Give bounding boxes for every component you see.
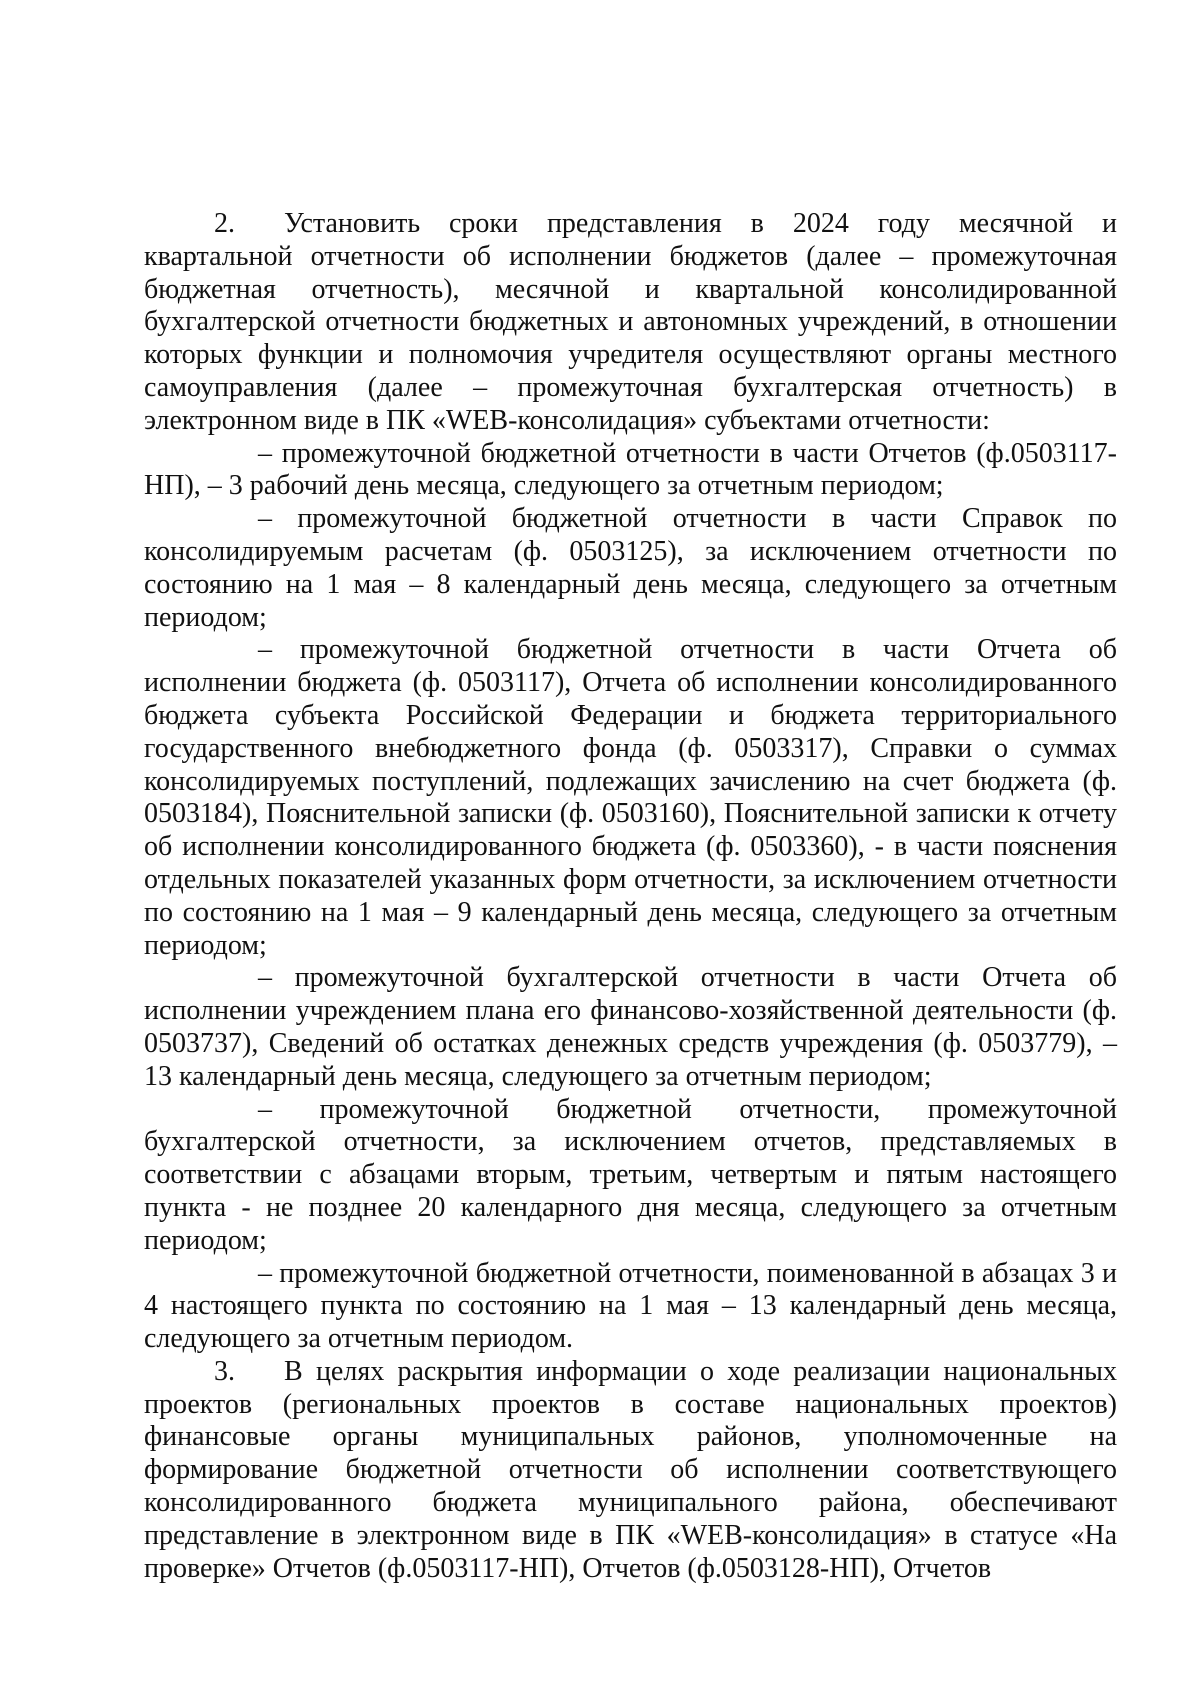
paragraph-item-3: 3. В целях раскрытия информации о ходе реализации национальных проектов (региональных проектов в составе национальных проектов) финансовые органы муниципальных районов, уполномоченные на формирование бюджетной отчетности об исполнении соответствующего консолидированного бюджета муниципального района, обеспечивают представление в электронном виде в ПК «WEB-консолидация» в статусе «На проверке» Отчетов (ф.0503117-НП), Отчетов (ф.0503128-НП), Отчетов bbox=[144, 1355, 1117, 1584]
dash-item: – промежуточной бюджетной отчетности, промежуточной бухгалтерской отчетности, за исключением отчетов, представляемых в соответствии с абзацами вторым, третьим, четвертым и пятым настоящего пункта - не позднее 20 календарного дня месяца, следующего за отчетным периодом; bbox=[144, 1093, 1117, 1256]
paragraph-text: В целях раскрытия информации о ходе реализации национальных проектов (региональных проектов в составе национальных проектов) финансовые органы муниципальных районов, уполномоченные на формирование бюджетной отчетности об исполнении соответствующего консолидированного бюджета муниципального района, обеспечивают представление в электронном виде в ПК «WEB-консолидация» в статусе «На проверке» Отчетов (ф.0503117-НП), Отчетов (ф.0503128-НП), Отчетов bbox=[144, 1355, 1117, 1584]
dash-item: – промежуточной бюджетной отчетности в части Отчета об исполнении бюджета (ф. 0503117), Отчета об исполнении консолидированного бюджета субъекта Российской Федерации и бюджета территориального государственного внебюджетного фонда (ф. 0503317), Справки о суммах консолидируемых поступлений, подлежащих зачислению на счет бюджета (ф. 0503184), Пояснительной записки (ф. 0503160), Пояснительной записки к отчету об исполнении консолидированного бюджета (ф. 0503360), - в части пояснения отдельных показателей указанных форм отчетности, за исключением отчетности по состоянию на 1 мая – 9 календарный день месяца, следующего за отчетным периодом; bbox=[144, 634, 1117, 961]
dash-item: – промежуточной бюджетной отчетности в части Отчетов (ф.0503117-НП), – 3 рабочий день месяца, следующего за отчетным периодом; bbox=[144, 437, 1117, 502]
paragraph-text: Установить сроки представления в 2024 году месячной и квартальной отчетности об исполнении бюджетов (далее – промежуточная бюджетная отчетность), месячной и квартальной консолидированной бухгалтерской отчетности бюджетных и автономных учреждений, в отношении которых функции и полномочия учредителя осуществляют органы местного самоуправления (далее – промежуточная бухгалтерская отчетность) в электронном виде в ПК «WEB-консолидация» субъектами отчетности: bbox=[144, 208, 1117, 436]
document-page bbox=[144, 208, 1117, 1585]
paragraph-item-2: 2. Установить сроки представления в 2024 году месячной и квартальной отчетности об исполнении бюджетов (далее – промежуточная бюджетная отчетность), месячной и квартальной консолидированной бухгалтерской отчетности бюджетных и автономных учреждений, в отношении которых функции и полномочия учредителя осуществляют органы местного самоуправления (далее – промежуточная бухгалтерская отчетность) в электронном виде в ПК «WEB-консолидация» субъектами отчетности: bbox=[144, 208, 1117, 436]
dash-item: – промежуточной бухгалтерской отчетности в части Отчета об исполнении учреждением плана его финансово-хозяйственной деятельности (ф. 0503737), Сведений об остатках денежных средств учреждения (ф. 0503779), – 13 календарный день месяца, следующего за отчетным периодом; bbox=[144, 962, 1117, 1092]
dash-item: – промежуточной бюджетной отчетности, поименованной в абзацах 3 и 4 настоящего пункта по состоянию на 1 мая – 13 календарный день месяца, следующего за отчетным периодом. bbox=[144, 1257, 1117, 1355]
dash-item: – промежуточной бюджетной отчетности в части Справок по консолидируемым расчетам (ф. 0503125), за исключением отчетности по состоянию на 1 мая – 8 календарный день месяца, следующего за отчетным периодом; bbox=[144, 503, 1117, 633]
